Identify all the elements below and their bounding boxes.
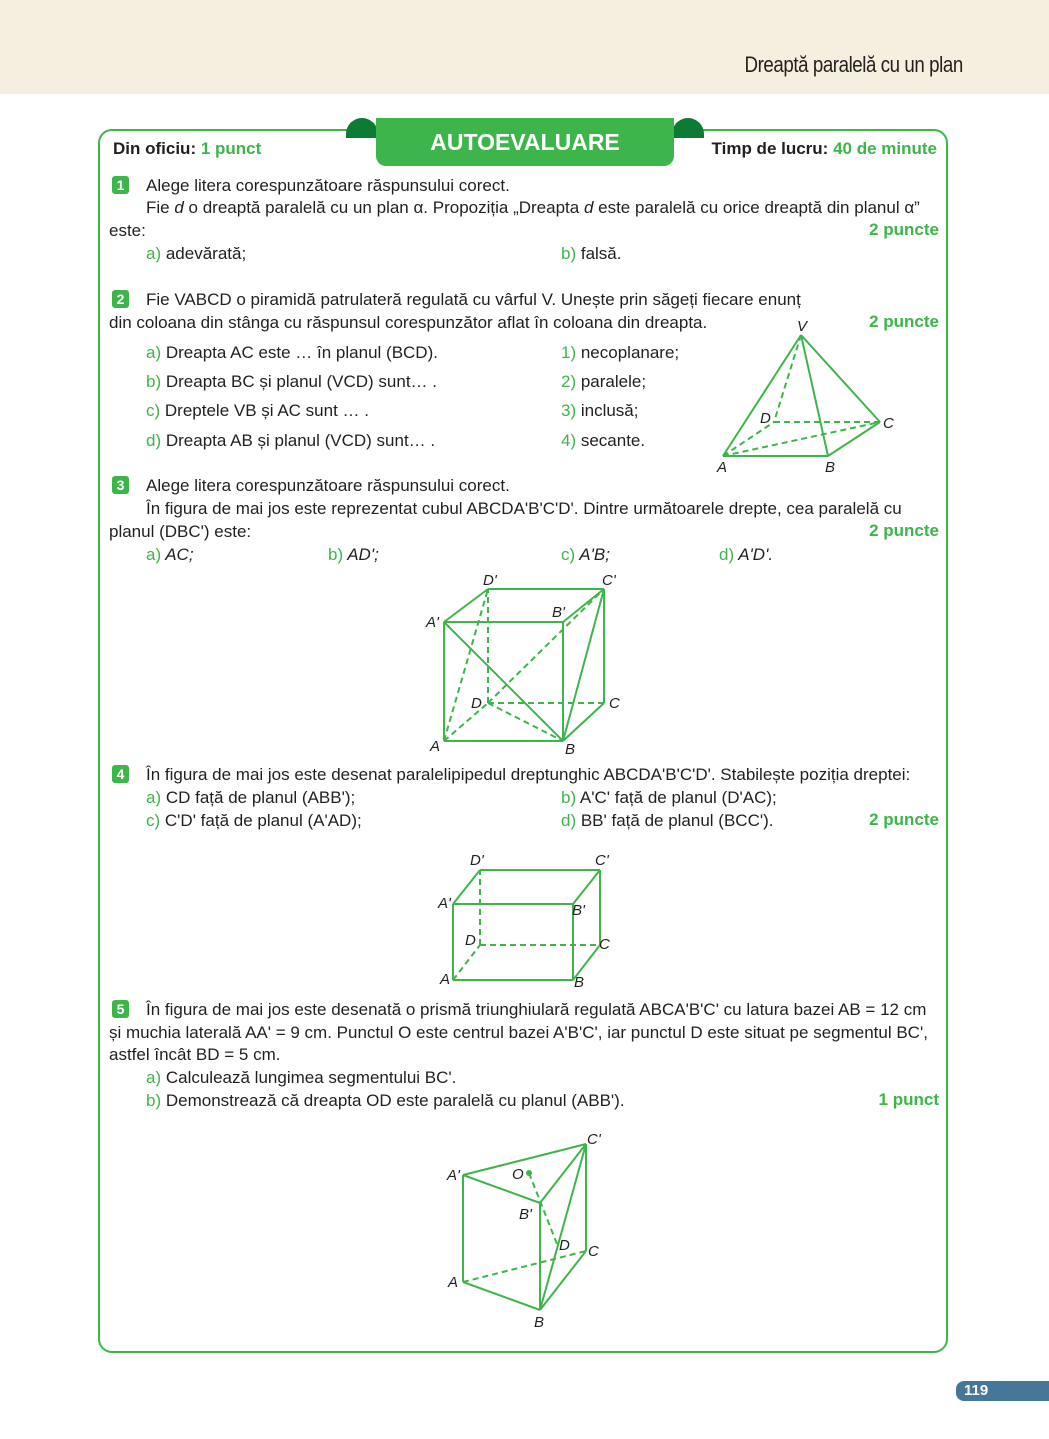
ex2-points: 2 puncte (869, 312, 939, 331)
cube-figure (400, 565, 650, 760)
label-D1: D' (483, 572, 497, 589)
ex2-left-d[interactable]: d) Dreapta AB și planul (VCD) sunt… . (146, 431, 436, 450)
edge-AB (463, 1282, 540, 1310)
edge-VD (774, 335, 801, 422)
ex1-statement: Fie d o dreaptă paralelă cu un plan α. Propoziția „Dreapta d este paralelă cu orice dreaptă din planul α” (146, 198, 920, 217)
label-A1: A' (447, 1167, 460, 1184)
label-B1: B' (519, 1206, 532, 1223)
label-C: C (599, 936, 610, 953)
din-oficiu-value: 1 punct (200, 139, 262, 158)
label-B1: B' (552, 604, 565, 621)
label-A: A (448, 1274, 459, 1291)
banner-title: AUTOEVALUARE (376, 118, 674, 166)
label-D: D (559, 1237, 570, 1254)
ex3-line-1: În figura de mai jos este reprezentat cubul ABCDA'B'C'D'. Dintre următoarele drepte, cea paralelă cu (146, 499, 902, 518)
ex5-task-b[interactable]: b) Demonstrează că dreapta OD este paralelă cu planul (ABB'). (146, 1091, 625, 1110)
ex5-points: 1 punct (878, 1090, 939, 1109)
label-C: C (609, 695, 620, 712)
label-D: D (465, 932, 476, 949)
edge-AC (463, 1251, 586, 1282)
label-A: A (717, 459, 728, 476)
edge-A1D1 (453, 870, 480, 904)
exercise-number-5: 5 (112, 1000, 129, 1018)
exercise-number-2: 2 (112, 290, 129, 308)
ex4-option-c[interactable]: c) C'D' față de planul (A'AD); (146, 811, 362, 830)
din-oficiu-label: Din oficiu: (113, 139, 197, 158)
label-A: A (440, 971, 451, 988)
ex1-instruction: Alege litera corespunzătoare răspunsului corect. (146, 176, 510, 195)
ex3-points: 2 puncte (869, 521, 939, 540)
exercise-number-3: 3 (112, 476, 129, 494)
diagonal-DC1 (488, 589, 604, 703)
din-oficiu (113, 139, 261, 159)
ex2-line-1: Fie VABCD o piramidă patrulateră regulată cu vârful V. Unește prin săgeți fiecare enunț (146, 290, 801, 309)
edge-AD (453, 945, 480, 980)
label-D: D (471, 695, 482, 712)
ex4-option-d[interactable]: d) BB' față de planul (BCC'). (561, 811, 774, 830)
label-A1: A' (438, 895, 451, 912)
edge-B1C1 (573, 870, 600, 904)
chapter-title: Dreaptă paralelă cu un plan (744, 52, 963, 77)
ex4-line-1: În figura de mai jos este desenat paralelipipedul dreptunghic ABCDA'B'C'D'. Stabilește poziția dreptei: (146, 765, 911, 784)
prism-figure (430, 1125, 630, 1335)
label-B1: B' (572, 902, 585, 919)
ex5-line-2: și muchia laterală AA' = 9 cm. Punctul O este centrul bazei A'B'C', iar punctul D este situat pe segmentul BC', (109, 1023, 928, 1042)
ex2-left-b[interactable]: b) Dreapta BC și planul (VCD) sunt… . (146, 372, 438, 391)
label-O: O (512, 1166, 524, 1183)
segment-BC1 (540, 1144, 586, 1310)
edge-AD (723, 422, 774, 456)
label-B: B (825, 459, 836, 476)
edge-A1C1 (463, 1144, 586, 1175)
label-B: B (565, 741, 576, 758)
ex2-right-2[interactable]: 2) paralele; (561, 372, 647, 391)
edge-A1D1 (444, 589, 488, 622)
diagonal-AC (723, 422, 880, 456)
ex5-line-1: În figura de mai jos este desenată o prismă triunghiulară regulată ABCA'B'C' cu latura bazei AB = 12 cm (146, 1000, 927, 1019)
edge-BC (540, 1251, 586, 1310)
pyramid-figure (700, 315, 920, 480)
label-C1: C' (602, 572, 616, 589)
exercise-number-4: 4 (112, 765, 129, 783)
edge-VA (723, 335, 801, 456)
diagonal-DB (488, 703, 563, 741)
point-O (526, 1170, 532, 1176)
ribbon-fold-right (672, 118, 704, 138)
time-limit-label: Timp de lucru: (711, 139, 829, 158)
label-V: V (797, 318, 808, 335)
label-A1: A' (426, 614, 439, 631)
label-C: C (588, 1243, 599, 1260)
ex1-option-b[interactable]: b) falsă. (561, 244, 622, 263)
ex2-left-a[interactable]: a) Dreapta AC este … în planul (BCD). (146, 343, 438, 362)
edge-A1B1 (463, 1175, 540, 1203)
ex3-option-a[interactable]: a) AC; (146, 545, 194, 564)
ex3-option-b[interactable]: b) AD'; (328, 545, 379, 564)
ex2-line-2: din coloana din stânga cu răspunsul corespunzător aflat în coloana din dreapta. (109, 313, 708, 332)
ex3-option-c[interactable]: c) A'B; (561, 545, 610, 564)
ribbon-fold-left (346, 118, 378, 138)
ex5-task-a[interactable]: a) Calculează lungimea segmentului BC'. (146, 1068, 457, 1087)
edge-VC (801, 335, 880, 422)
ex3-option-d[interactable]: d) A'D'. (719, 545, 774, 564)
ex1-points: 2 puncte (869, 220, 939, 239)
ex2-right-3[interactable]: 3) inclusă; (561, 401, 639, 420)
label-B: B (574, 974, 585, 991)
label-D1: D' (470, 852, 484, 869)
time-limit (712, 139, 937, 159)
ex2-left-c[interactable]: c) Dreptele VB și AC sunt … . (146, 401, 369, 420)
page-number: 119 (956, 1381, 1049, 1401)
ex3-line-2: planul (DBC') este: (109, 522, 252, 541)
diagonal-AD1 (444, 589, 488, 741)
header-band (0, 0, 1049, 94)
ex2-right-4[interactable]: 4) secante. (561, 431, 646, 450)
ex2-right-1[interactable]: 1) necoplanare; (561, 343, 680, 362)
ex4-option-a[interactable]: a) CD față de planul (ABB'); (146, 788, 356, 807)
label-C1: C' (595, 852, 609, 869)
ex4-option-b[interactable]: b) A'C' față de planul (D'AC); (561, 788, 777, 807)
exercise-number-1: 1 (112, 176, 129, 194)
segment-OD (529, 1173, 557, 1244)
ex1-option-a[interactable]: a) adevărată; (146, 244, 247, 263)
label-A: A (430, 738, 441, 755)
label-B: B (534, 1314, 545, 1331)
label-D: D (760, 410, 771, 427)
diagonal-BC1 (563, 589, 604, 741)
time-limit-value: 40 de minute (833, 139, 937, 158)
ex1-statement-end: este: (109, 221, 146, 240)
cuboid-figure (420, 845, 630, 990)
label-C1: C' (587, 1131, 601, 1148)
ex4-points: 2 puncte (869, 810, 939, 829)
ex3-instruction: Alege litera corespunzătoare răspunsului corect. (146, 476, 510, 495)
ex5-line-3: astfel încât BD = 5 cm. (109, 1045, 281, 1064)
label-C: C (883, 415, 894, 432)
